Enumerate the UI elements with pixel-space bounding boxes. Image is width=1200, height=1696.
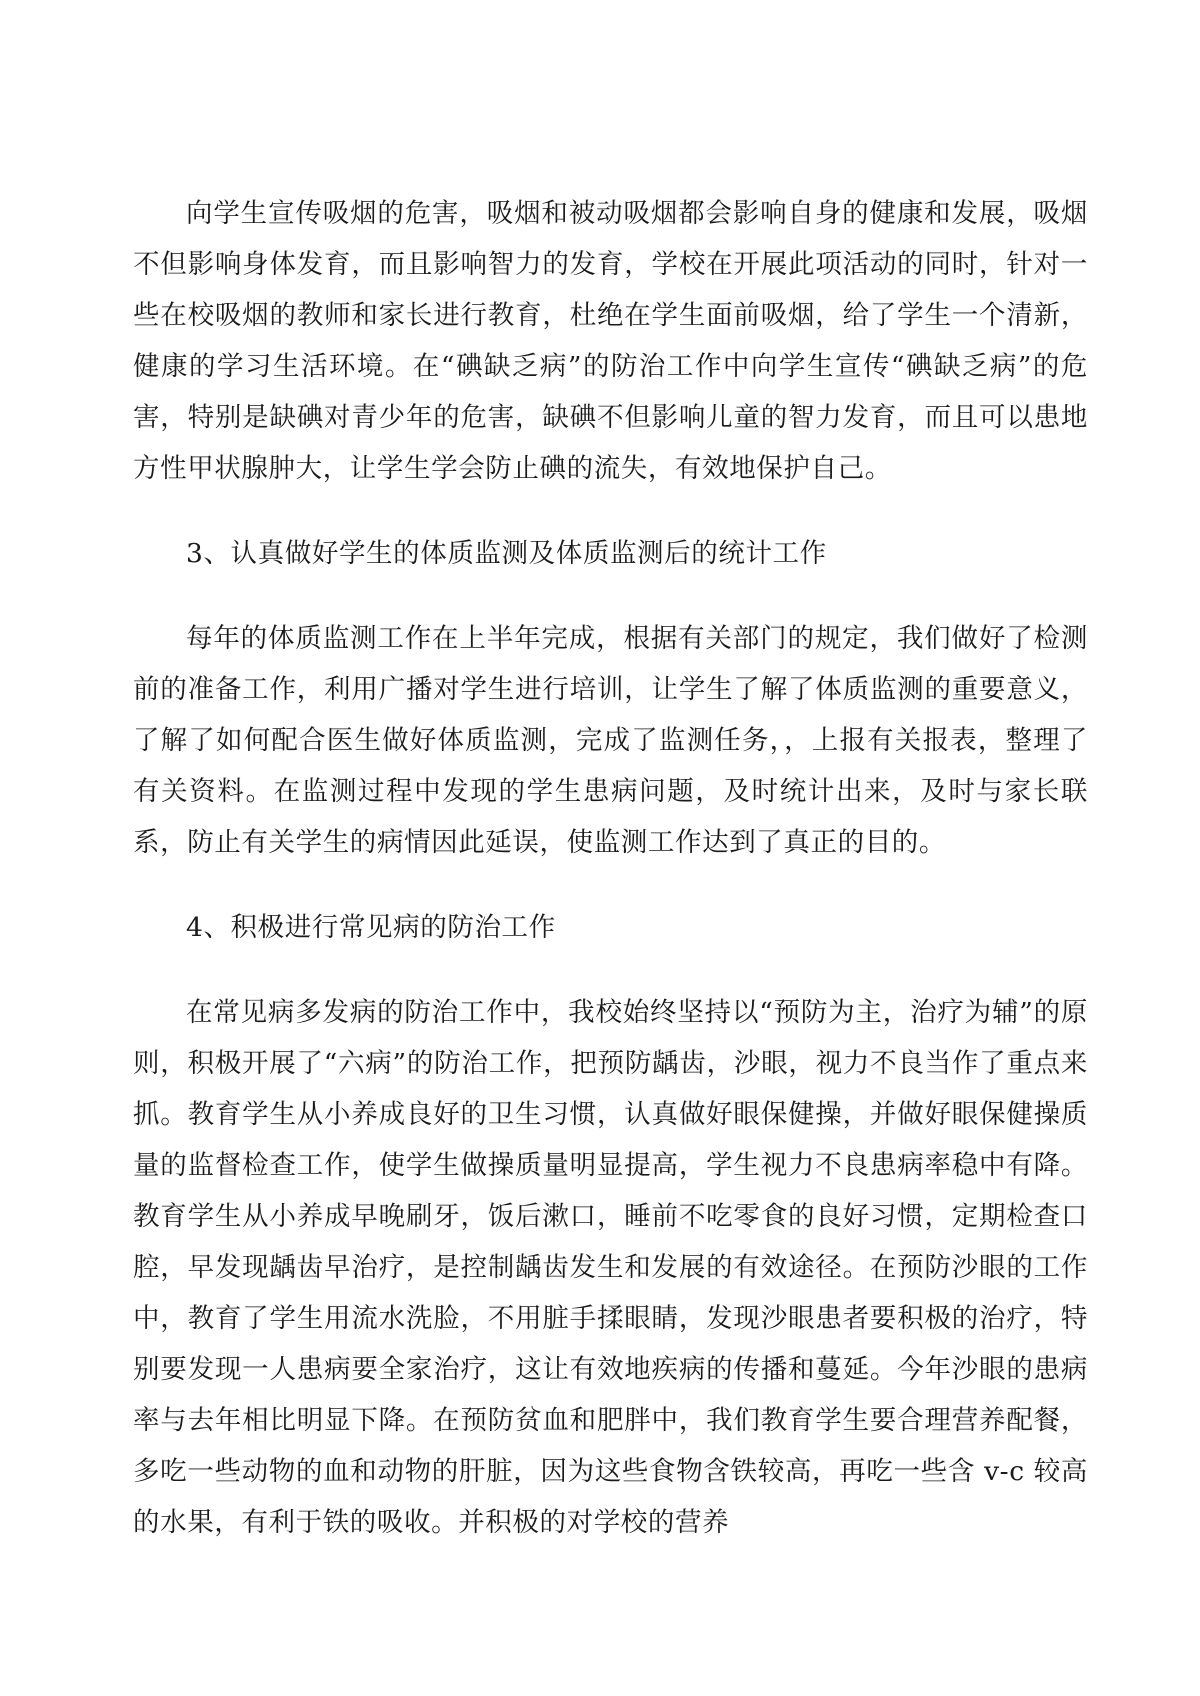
- paragraph-common-diseases: 在常见病多发病的防治工作中，我校始终坚持以“预防为主，治疗为辅”的原则，积极开展了“六病”的防治工作，把预防龋齿，沙眼，视力不良当作了重点来抓。教育学生从小养成良好的卫生习惯，认真做好眼保健操，并做好眼保健操质量的监督检查工作，使学生做操质量明显提高，学生视力不良患病率稳中有降。教育学生从小养成早晚刷牙，饭后漱口，睡前不吃零食的良好习惯，定期检查口腔，早发现龋齿早治疗，是控制龋齿发生和发展的有效途径。在预防沙眼的工作中，教育了学生用流水洗脸，不用脏手揉眼睛，发现沙眼患者要积极的治疗，特别要发现一人患病要全家治疗，这让有效地疾病的传播和蔓延。今年沙眼的患病率与去年相比明显下降。在预防贫血和肥胖中，我们教育学生要合理营养配餐，多吃一些动物的血和动物的肝脏，因为这些食物含铁较高，再吃一些含 v-c 较高的水果，有利于铁的吸收。并积极的对学校的营养: [133, 997, 1088, 1538]
- paragraph-smoking-iodine: 向学生宣传吸烟的危害，吸烟和被动吸烟都会影响自身的健康和发展，吸烟不但影响身体发育，而且影响智力的发育，学校在开展此项活动的同时，针对一些在校吸烟的教师和家长进行教育，杜绝在学生面前吸烟，给了学生一个清新，健康的学习生活环境。在“碘缺乏病”的防治工作中向学生宣传“碘缺乏病”的危害，特别是缺碘对青少年的危害，缺碘不但影响儿童的智力发育，而且可以患地方性甲状腺肿大，让学生学会防止碘的流失，有效地保护自己。: [133, 198, 1088, 484]
- paragraph-physical-monitoring: 每年的体质监测工作在上半年完成，根据有关部门的规定，我们做好了检测前的准备工作，利用广播对学生进行培训，让学生了解了体质监测的重要意义，了解了如何配合医生做好体质监测，完成了监测任务，，上报有关报表，整理了有关资料。在监测过程中发现的学生患病问题，及时统计出来，及时与家长联系，防止有关学生的病情因此延误，使监测工作达到了真正的目的。: [133, 623, 1088, 858]
- section-heading-3: 3、认真做好学生的体质监测及体质监测后的统计工作: [186, 538, 827, 569]
- section-heading-4: 4、积极进行常见病的防治工作: [186, 912, 556, 943]
